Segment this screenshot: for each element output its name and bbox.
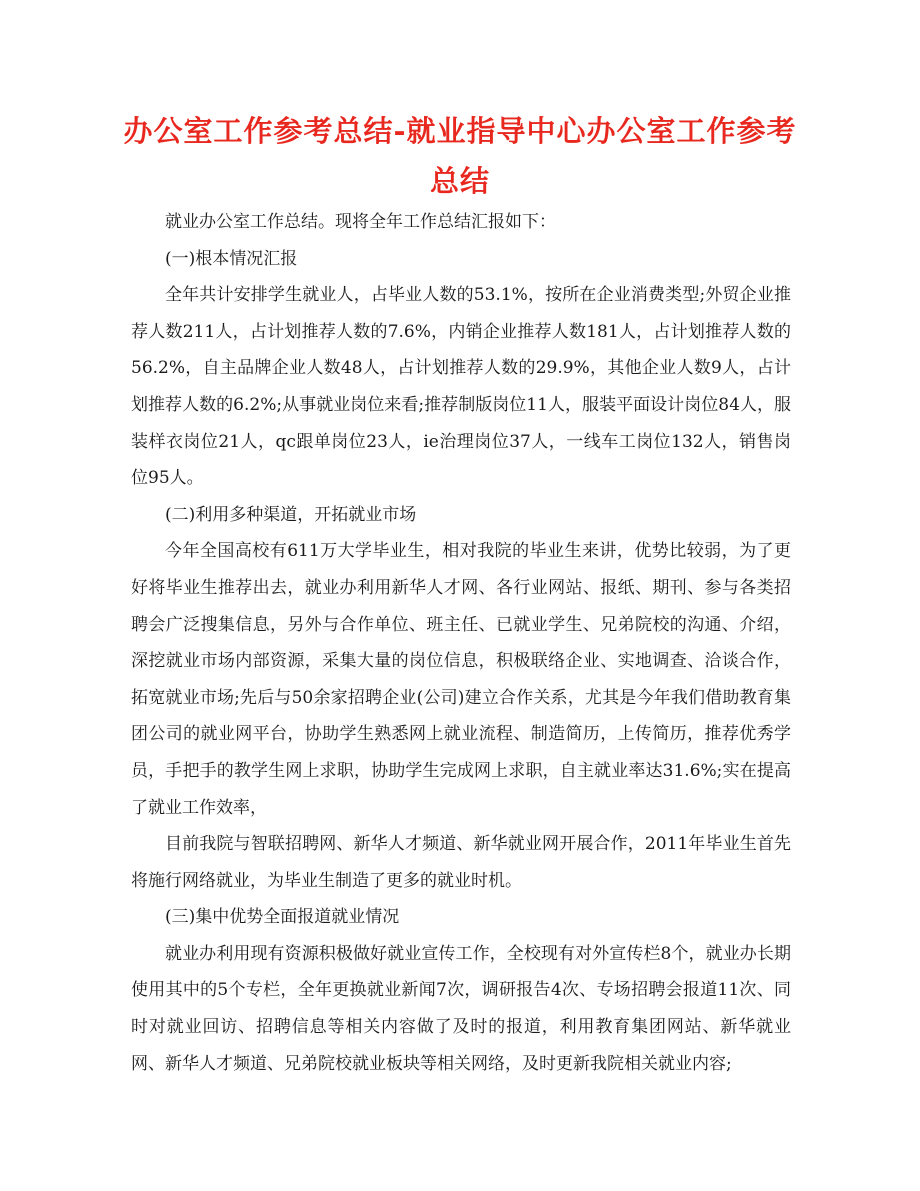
body-paragraph-1: 全年共计安排学生就业人，占毕业人数的53.1%，按所在企业消费类型;外贸企业推荐人数211人，占计划推荐人数的7.6%，内销企业推荐人数181人，占计划推荐人数的56.2%，自主品牌企业人数48人，占计划推荐人数的29.9%，其他企业人数9人，占计划推荐人数的6.2%;从事就业岗位来看;推荐制版岗位11人，服装平面设计岗位84人，服装样衣岗位21人，qc跟单岗位23人，ie治理岗位37人，一线车工岗位132人，销售岗位95人。 [131,285,791,489]
document-body [131,204,791,1082]
section-heading-1: (一)根本情况汇报 [165,248,298,269]
body-paragraph-2: 今年全国高校有611万大学毕业生，相对我院的毕业生来讲，优势比较弱，为了更好将毕业生推荐出去，就业办利用新华人才网、各行业网站、报纸、期刊、参与各类招聘会广泛搜集信息，另外与合作单位、班主任、已就业学生、兄弟院校的沟通、介绍，深挖就业市场内部资源，采集大量的岗位信息，积极联络企业、实地调查、洽谈合作，拓宽就业市场;先后与50余家招聘企业(公司)建立合作关系，尤其是今年我们借助教育集团公司的就业网平台，协助学生熟悉网上就业流程、制造简历，上传简历，推荐优秀学员，手把手的教学生网上求职，协助学生完成网上求职，自主就业率达31.6%;实在提高了就业工作效率， [131,541,791,818]
body-paragraph-4: 就业办利用现有资源积极做好就业宣传工作，全校现有对外宣传栏8个，就业办长期使用其中的5个专栏，全年更换就业新闻7次，调研报告4次、专场招聘会报道11次、同时对就业回访、招聘信息等相关内容做了及时的报道，利用教育集团网站、新华就业网、新华人才频道、兄弟院校就业板块等相关网络，及时更新我院相关就业内容; [131,943,791,1074]
intro-paragraph: 就业办公室工作总结。现将全年工作总结汇报如下： [165,212,556,232]
body-paragraph-3: 目前我院与智联招聘网、新华人才频道、新华就业网开展合作，2011年毕业生首先将施行网络就业，为毕业生制造了更多的就业时机。 [131,834,791,891]
section-heading-3: (三)集中优势全面报道就业情况 [165,907,400,928]
document-title: 办公室工作参考总结-就业指导中心办公室工作参考总结 [123,114,797,198]
section-heading-2: (二)利用多种渠道，开拓就业市场 [165,504,417,525]
